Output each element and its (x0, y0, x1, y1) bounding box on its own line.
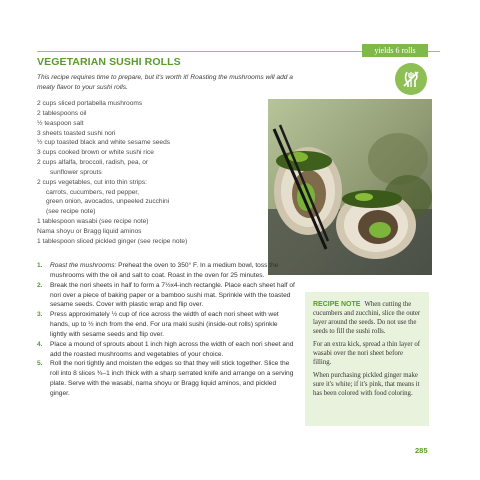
sushi-photo (268, 99, 432, 275)
step-text: Place a mound of sprouts about 1 inch high across the width of each nori sheet and add the roasted mushrooms and vegetables of your choice. (50, 340, 294, 358)
note-paragraph: RECIPE NOTE When cutting the cucumbers and zucchini, slice the outer layer around the seeds. Do not use the seeds to fill the sushi rolls. (313, 301, 421, 335)
step-text: Press approximately ½ cup of rice across the width of each nori sheet with wet hands, up to ½ inch from the end. For ura maki sushi (inside-out rolls) sprinkle lightly with sesame seeds and flip over. (50, 311, 279, 338)
recipe-note (305, 292, 429, 426)
ingredient-item: 2 cups sliced portabella mushrooms (37, 100, 143, 107)
step-text: Break the nori sheets in half to form a 7½x4-inch rectangle. Place each sheet half of nori over a piece of baking paper or a bamboo sushi mat. Sprinkle with the toasted sesame seeds. Cover with plastic wrap and flip over. (50, 281, 295, 309)
ingredient-item: Nama shoyu or Bragg liquid aminos (37, 227, 142, 235)
step-item (37, 359, 295, 398)
ingredient-item: 3 sheets toasted sushi nori (37, 129, 116, 137)
step-text: Preheat the oven to 350° F. In a medium bowl, toss the mushrooms with the oil and salt to coat. Roast in the oven for 25 minutes. (50, 262, 279, 279)
step-lead: Roast the mushrooms: (50, 262, 117, 269)
ingredient-item: 3 cups cooked brown or white sushi rice (37, 149, 154, 157)
ingredient-item: 1 tablespoon sliced pickled ginger (see recipe note) (37, 237, 188, 245)
recipe-intro: This recipe requires time to prepare, but it's worth it! Roasting the mushrooms will add a meaty flavor to your sushi rolls. (37, 74, 293, 91)
ingredient-item: 2 cups vegetables, cut into thin strips: (37, 178, 147, 186)
yields-tag: yields 6 rolls (362, 44, 428, 57)
step-item (37, 310, 295, 340)
step-item (37, 281, 295, 311)
step-list (37, 261, 295, 399)
step-number: 3. (37, 311, 43, 319)
ingredient-item: ½ cup toasted black and white sesame seeds (37, 139, 171, 147)
ingredient-list (37, 99, 272, 247)
no-meat-icon (395, 63, 427, 95)
ingredient-item: sunflower sprouts (50, 168, 102, 176)
ingredient-item: 2 tablespoons oil (37, 109, 87, 117)
ingredient-item: (see recipe note) (46, 208, 96, 216)
note-paragraph: When purchasing pickled ginger make sure it's white; if it's pink, that means it has been colored with food coloring. (313, 372, 420, 397)
step-number: 2. (37, 281, 43, 289)
step-number: 5. (37, 360, 43, 368)
note-heading: RECIPE NOTE (313, 301, 361, 308)
recipe-title: VEGETARIAN SUSHI ROLLS (37, 56, 181, 68)
step-item (37, 340, 295, 360)
step-number: 4. (37, 340, 43, 348)
ingredient-item: green onion, avocados, unpeeled zucchini (46, 198, 170, 206)
page-number: 285 (415, 446, 428, 455)
note-paragraph: For an extra kick, spread a thin layer of wasabi over the nori sheet before filling. (313, 341, 421, 366)
step-item (37, 261, 295, 281)
ingredient-item: 2 cups alfalfa, broccoli, radish, pea, or (37, 159, 149, 167)
step-text: Roll the nori tightly and moisten the edges so that they will stick together. Slice the roll into 8 slices ¾–1 inch thick with a sharp serrated knife and arrange on a serving plate. Serve with the wasabi, nama shoyu or Bragg liquid aminos, and pickled ginger. (50, 360, 294, 397)
ingredient-item: 1 tablespoon wasabi (see recipe note) (37, 218, 149, 226)
ingredient-item: carrots, cucumbers, red pepper, (46, 188, 140, 196)
step-number: 1. (37, 262, 43, 269)
ingredient-item: ½ teaspoon salt (37, 119, 84, 127)
